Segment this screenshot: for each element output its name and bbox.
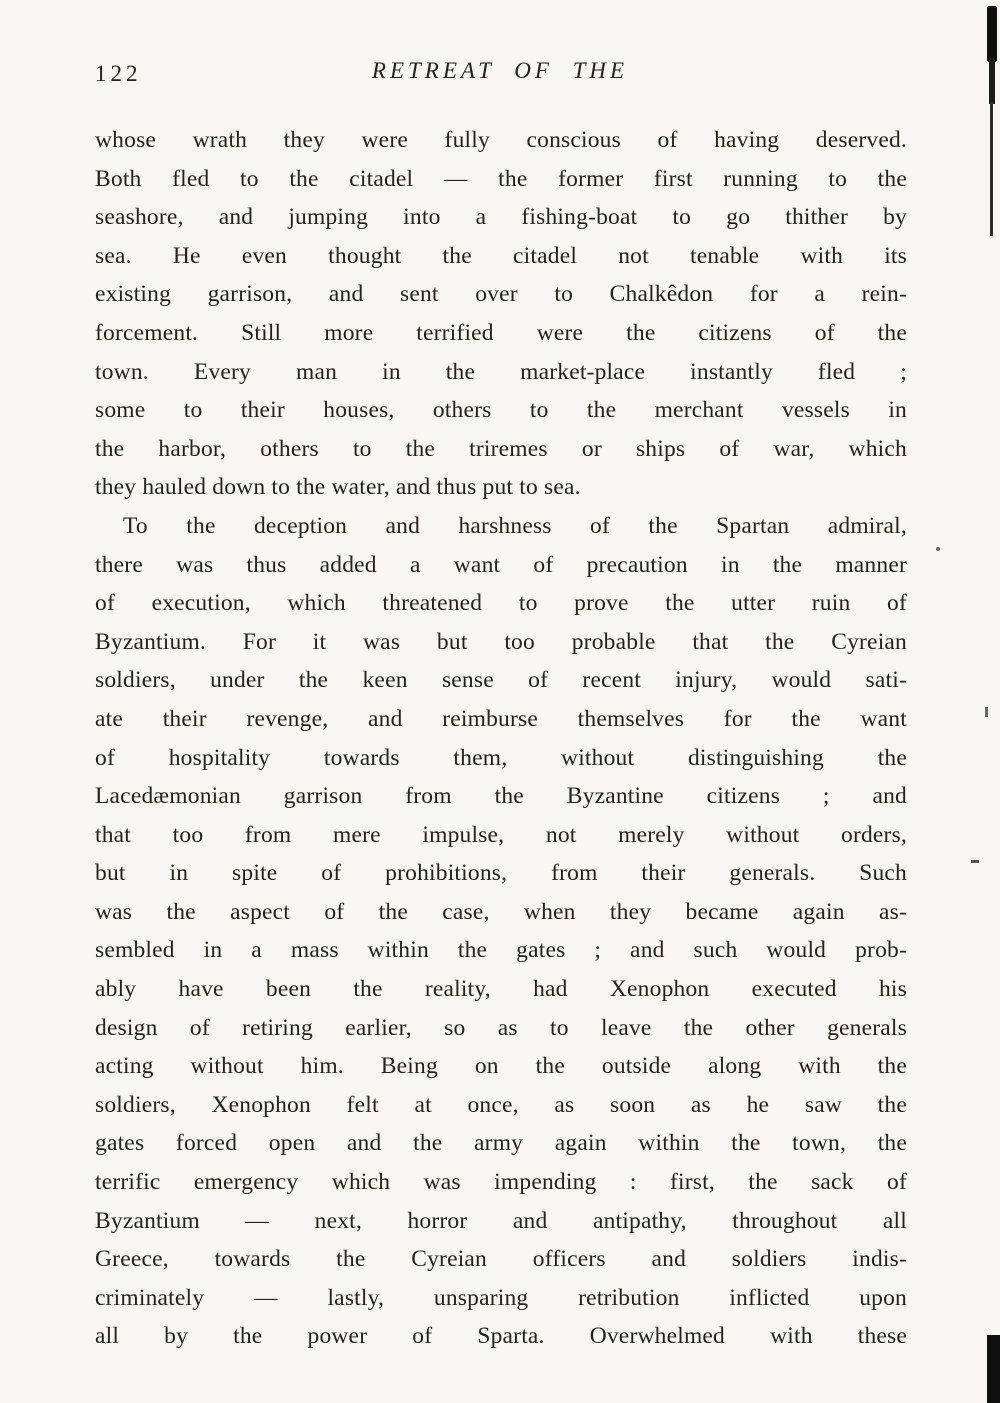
text-line: Both fled to the citadel — the former first running to the [95,165,907,192]
text-line: the harbor, others to the triremes or ships of war, which [95,435,907,462]
text-line: Greece, towards the Cyreian officers and soldiers indis- [95,1246,907,1273]
text-line: criminately — lastly, unsparing retribution inflicted upon [95,1284,907,1311]
text-line: forcement. Still more terrified were the citizens of the [95,319,907,346]
text-line: Byzantium. For it was but too probable that the Cyreian [95,628,907,655]
text-line: but in spite of prohibitions, from their generals. Such [95,860,907,887]
text-line: existing garrison, and sent over to Chalkêdon for a rein- [95,281,907,308]
text-line: ably have been the reality, had Xenophon executed his [95,976,907,1003]
text-line: sea. He even thought the citadel not tenable with its [95,242,907,269]
text-line: soldiers, under the keen sense of recent injury, would sati- [95,667,907,694]
text-line: To the deception and harshness of the Spartan admiral, [123,512,907,539]
text-line: of execution, which threatened to prove the utter ruin of [95,590,907,617]
text-line: Lacedæmonian garrison from the Byzantine citizens ; and [95,783,907,810]
scan-artifact-binding-mark [987,6,997,62]
text-line: all by the power of Sparta. Overwhelmed with these [95,1323,907,1350]
text-line: seashore, and jumping into a fishing-boat to go thither by [95,204,907,231]
text-line: acting without him. Being on the outside along with the [95,1053,907,1080]
text-line: of hospitality towards them, without distinguishing the [95,744,907,771]
scan-artifact-speck [985,707,988,717]
text-line: ate their revenge, and reimburse themselves for the want [95,705,907,732]
text-line: design of retiring earlier, so as to leave the other generals [95,1014,907,1041]
text-line: sembled in a mass within the gates ; and such would prob- [95,937,907,964]
scan-artifact-speck [936,547,940,551]
text-line: that too from mere impulse, not merely without orders, [95,821,907,848]
text-line: they hauled down to the water, and thus put to sea. [95,474,581,501]
text-line: gates forced open and the army again within the town, the [95,1130,907,1157]
scan-artifact-binding-mark [989,58,995,104]
running-head: RETREAT OF THE [371,58,629,83]
text-line: was the aspect of the case, when they became again as- [95,898,907,925]
text-line: terrific emergency which was impending : first, the sack of [95,1169,907,1196]
text-line: some to their houses, others to the merchant vessels in [95,397,907,424]
text-line: soldiers, Xenophon felt at once, as soon as he saw the [95,1091,907,1118]
text-line: Byzantium — next, horror and antipathy, throughout all [95,1207,907,1234]
page-header [95,58,905,92]
text-line: whose wrath they were fully conscious of having deserved. [95,127,907,153]
text-line: town. Every man in the market-place instantly fled ; [95,358,907,385]
scan-artifact-speck [971,860,979,863]
paragraph [95,121,907,507]
scan-artifact-binding-mark [987,1335,1000,1403]
page-body [95,121,907,1356]
scan-artifact-binding-mark [990,102,993,236]
text-line: there was thus added a want of precaution in the manner [95,551,907,578]
page-number: 122 [95,61,142,86]
paragraph [95,507,907,1356]
